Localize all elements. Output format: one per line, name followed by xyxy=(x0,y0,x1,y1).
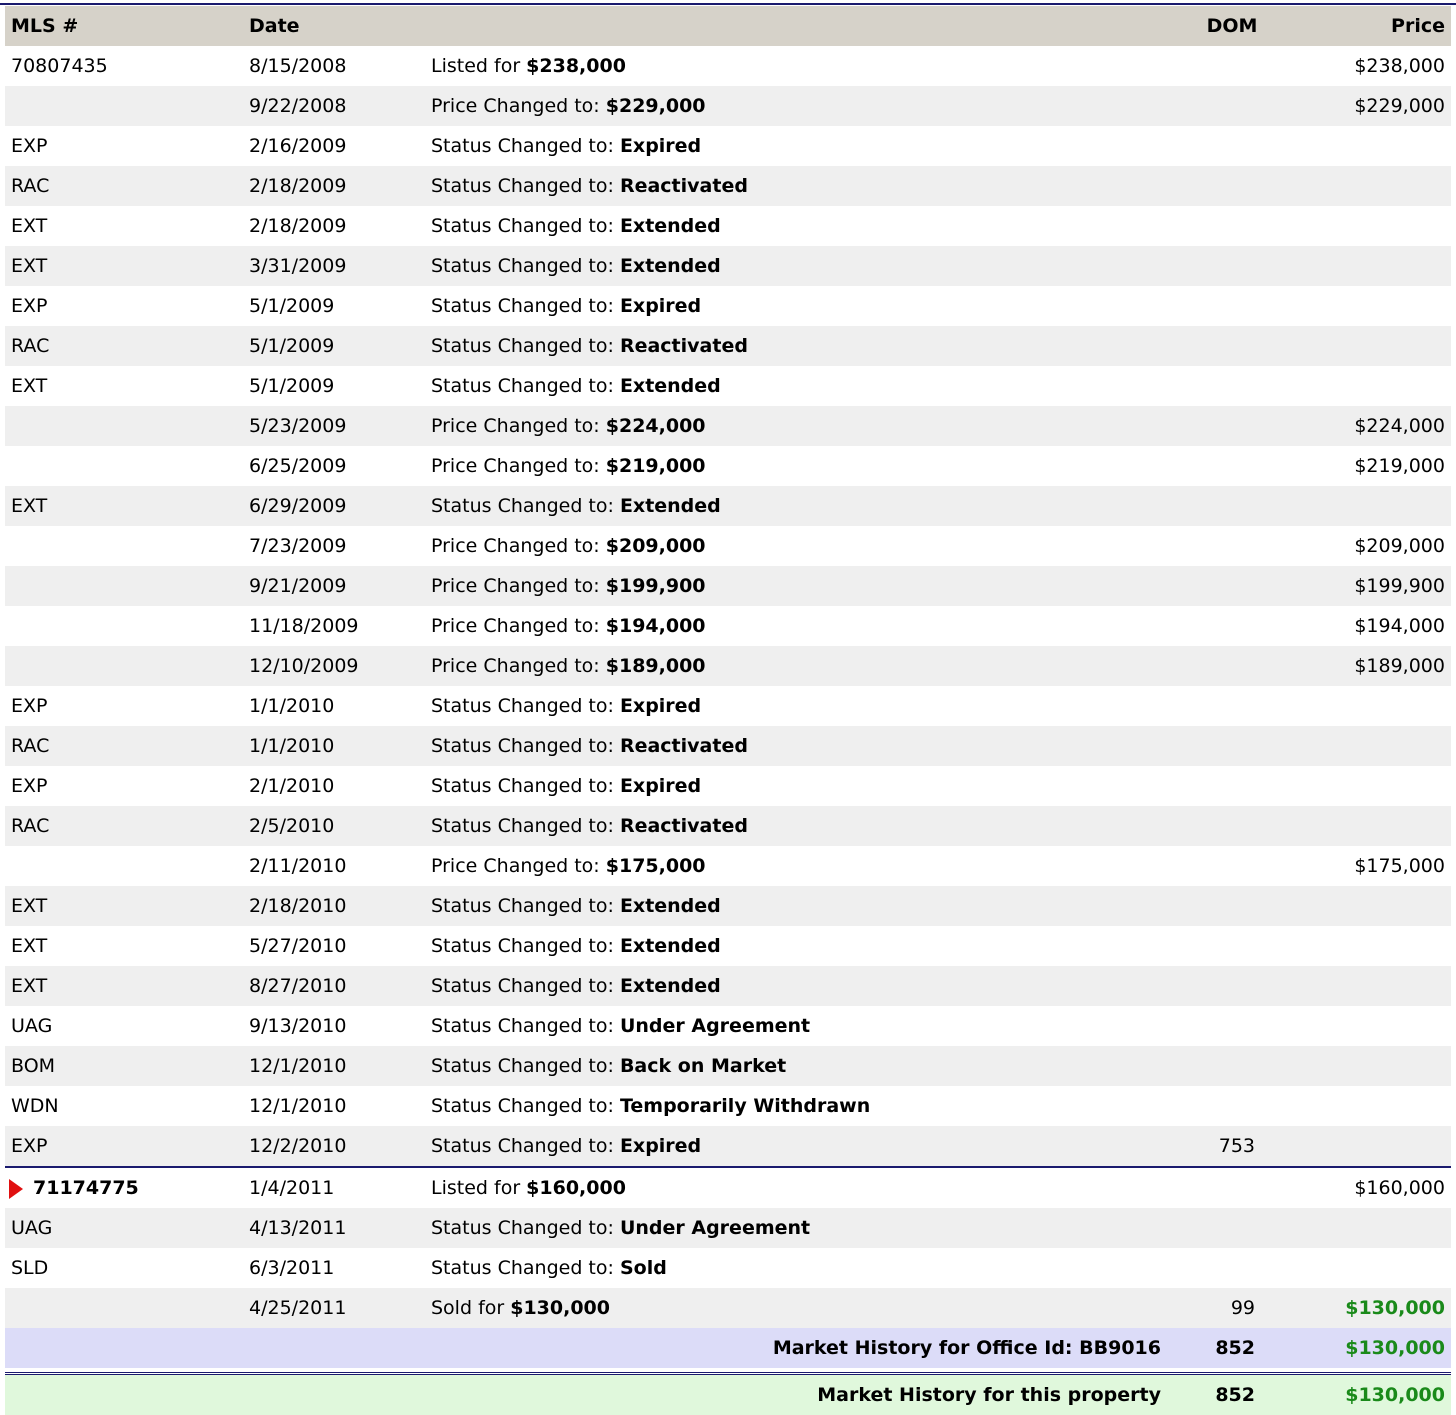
mls-number: EXP xyxy=(11,775,47,797)
table-row xyxy=(5,366,1451,406)
office-summary-price: $130,000 xyxy=(1297,1328,1451,1368)
summary-section xyxy=(5,1328,1451,1415)
mls-number: RAC xyxy=(11,335,49,357)
date-cell: 5/23/2009 xyxy=(243,406,425,446)
description-prefix: Status Changed to: xyxy=(431,735,620,757)
description-value: $238,000 xyxy=(526,55,626,77)
mls-cell xyxy=(5,286,243,326)
description-value: Extended xyxy=(620,935,721,957)
price-cell xyxy=(1297,246,1451,286)
mls-cell xyxy=(5,966,243,1006)
mls-cell xyxy=(5,406,243,446)
column-header-price: Price xyxy=(1297,6,1451,46)
description-prefix: Status Changed to: xyxy=(431,295,620,317)
price-cell xyxy=(1297,206,1451,246)
mls-cell xyxy=(5,326,243,366)
description-cell xyxy=(425,566,1167,606)
office-summary-label: Market History for Office Id: BB9016 xyxy=(5,1328,1167,1368)
price-cell: $189,000 xyxy=(1297,646,1451,686)
dom-cell xyxy=(1167,1086,1297,1126)
date-cell: 9/21/2009 xyxy=(243,566,425,606)
price-cell xyxy=(1297,1086,1451,1126)
dom-cell xyxy=(1167,566,1297,606)
description-value: Under Agreement xyxy=(620,1015,810,1037)
description-value: Reactivated xyxy=(620,815,748,837)
mls-number: EXT xyxy=(11,215,47,237)
mls-cell xyxy=(5,446,243,486)
description-value: $199,900 xyxy=(606,575,706,597)
mls-cell xyxy=(5,1208,243,1248)
description-cell xyxy=(425,886,1167,926)
table-body xyxy=(5,46,1451,1328)
date-cell: 12/1/2010 xyxy=(243,1046,425,1086)
mls-number: BOM xyxy=(11,1055,55,1077)
description-prefix: Status Changed to: xyxy=(431,695,620,717)
date-cell: 6/29/2009 xyxy=(243,486,425,526)
dom-cell xyxy=(1167,806,1297,846)
mls-cell xyxy=(5,86,243,126)
table-row xyxy=(5,1126,1451,1167)
mls-number: EXP xyxy=(11,295,47,317)
description-prefix: Price Changed to: xyxy=(431,575,606,597)
description-cell xyxy=(425,406,1167,446)
mls-cell xyxy=(5,766,243,806)
table-row xyxy=(5,566,1451,606)
table-row xyxy=(5,526,1451,566)
description-prefix: Listed for xyxy=(431,1177,526,1199)
mls-cell xyxy=(5,526,243,566)
price-cell: $238,000 xyxy=(1297,46,1451,86)
price-cell: $175,000 xyxy=(1297,846,1451,886)
mls-number: WDN xyxy=(11,1095,59,1117)
mls-number: RAC xyxy=(11,815,49,837)
description-value: Extended xyxy=(620,255,721,277)
date-cell: 3/31/2009 xyxy=(243,246,425,286)
description-cell xyxy=(425,846,1167,886)
market-history-table xyxy=(5,6,1451,1415)
mls-cell xyxy=(5,726,243,766)
description-prefix: Status Changed to: xyxy=(431,1055,620,1077)
price-cell xyxy=(1297,486,1451,526)
price-cell xyxy=(1297,886,1451,926)
mls-cell xyxy=(5,126,243,166)
table-row xyxy=(5,646,1451,686)
description-cell xyxy=(425,1288,1167,1328)
mls-number: EXT xyxy=(11,375,47,397)
dom-cell xyxy=(1167,1208,1297,1248)
dom-cell xyxy=(1167,366,1297,406)
description-cell xyxy=(425,446,1167,486)
description-value: Expired xyxy=(620,295,701,317)
description-cell xyxy=(425,1046,1167,1086)
dom-cell: 99 xyxy=(1167,1288,1297,1328)
mls-cell xyxy=(5,646,243,686)
dom-cell xyxy=(1167,326,1297,366)
mls-cell xyxy=(5,206,243,246)
description-value: Extended xyxy=(620,895,721,917)
description-cell xyxy=(425,246,1167,286)
mls-cell xyxy=(5,806,243,846)
description-cell xyxy=(425,1248,1167,1288)
mls-cell xyxy=(5,686,243,726)
dom-cell xyxy=(1167,206,1297,246)
description-prefix: Status Changed to: xyxy=(431,175,620,197)
table-header xyxy=(5,6,1451,46)
description-value: Extended xyxy=(620,215,721,237)
price-cell: $224,000 xyxy=(1297,406,1451,446)
description-prefix: Sold for xyxy=(431,1297,510,1319)
description-value: Reactivated xyxy=(620,335,748,357)
date-cell: 2/18/2009 xyxy=(243,166,425,206)
description-cell xyxy=(425,46,1167,86)
dom-cell: 753 xyxy=(1167,1126,1297,1167)
description-cell xyxy=(425,206,1167,246)
description-prefix: Status Changed to: xyxy=(431,975,620,997)
mls-cell xyxy=(5,486,243,526)
description-prefix: Status Changed to: xyxy=(431,895,620,917)
price-cell xyxy=(1297,766,1451,806)
date-cell: 2/18/2009 xyxy=(243,206,425,246)
description-prefix: Price Changed to: xyxy=(431,455,606,477)
property-summary-label: Market History for this property xyxy=(5,1374,1167,1415)
date-cell: 6/25/2009 xyxy=(243,446,425,486)
mls-cell xyxy=(5,606,243,646)
dom-cell xyxy=(1167,966,1297,1006)
description-cell xyxy=(425,966,1167,1006)
mls-number: EXP xyxy=(11,135,47,157)
dom-cell xyxy=(1167,286,1297,326)
column-header-dom: DOM xyxy=(1167,6,1297,46)
description-prefix: Status Changed to: xyxy=(431,375,620,397)
description-value: $160,000 xyxy=(526,1177,626,1199)
table-row xyxy=(5,1167,1451,1208)
price-cell xyxy=(1297,686,1451,726)
price-cell xyxy=(1297,286,1451,326)
description-value: Back on Market xyxy=(620,1055,786,1077)
office-summary-dom: 852 xyxy=(1167,1328,1297,1368)
table-row xyxy=(5,86,1451,126)
table-row xyxy=(5,46,1451,86)
table-row xyxy=(5,1046,1451,1086)
price-cell xyxy=(1297,726,1451,766)
description-prefix: Price Changed to: xyxy=(431,655,606,677)
date-cell: 1/1/2010 xyxy=(243,686,425,726)
description-prefix: Price Changed to: xyxy=(431,535,606,557)
property-summary-row xyxy=(5,1374,1451,1415)
column-header-mls: MLS # xyxy=(5,6,243,46)
date-cell: 8/15/2008 xyxy=(243,46,425,86)
date-cell: 11/18/2009 xyxy=(243,606,425,646)
description-cell xyxy=(425,1126,1167,1167)
table-row xyxy=(5,406,1451,446)
date-cell: 4/13/2011 xyxy=(243,1208,425,1248)
mls-number: EXT xyxy=(11,935,47,957)
date-cell: 5/1/2009 xyxy=(243,326,425,366)
date-cell: 5/1/2009 xyxy=(243,286,425,326)
table-row xyxy=(5,726,1451,766)
date-cell: 12/2/2010 xyxy=(243,1126,425,1167)
price-cell: $219,000 xyxy=(1297,446,1451,486)
description-value: Reactivated xyxy=(620,735,748,757)
mls-cell xyxy=(5,886,243,926)
price-cell xyxy=(1297,1046,1451,1086)
date-cell: 6/3/2011 xyxy=(243,1248,425,1288)
dom-cell xyxy=(1167,166,1297,206)
dom-cell xyxy=(1167,126,1297,166)
description-cell xyxy=(425,806,1167,846)
mls-cell xyxy=(5,1288,243,1328)
mls-number: EXT xyxy=(11,975,47,997)
mls-number: SLD xyxy=(11,1257,48,1279)
table-row xyxy=(5,1288,1451,1328)
date-cell: 2/18/2010 xyxy=(243,886,425,926)
mls-cell xyxy=(5,1126,243,1167)
description-prefix: Price Changed to: xyxy=(431,95,606,117)
dom-cell xyxy=(1167,846,1297,886)
date-cell: 1/1/2010 xyxy=(243,726,425,766)
dom-cell xyxy=(1167,486,1297,526)
dom-cell xyxy=(1167,1046,1297,1086)
mls-cell xyxy=(5,366,243,406)
mls-cell xyxy=(5,1248,243,1288)
description-cell xyxy=(425,366,1167,406)
description-cell xyxy=(425,1167,1167,1208)
dom-cell xyxy=(1167,1167,1297,1208)
description-cell xyxy=(425,86,1167,126)
mls-cell xyxy=(5,1086,243,1126)
description-cell xyxy=(425,766,1167,806)
description-cell xyxy=(425,126,1167,166)
description-value: $194,000 xyxy=(606,615,706,637)
description-prefix: Status Changed to: xyxy=(431,815,620,837)
description-prefix: Status Changed to: xyxy=(431,255,620,277)
mls-number: UAG xyxy=(11,1217,52,1239)
description-value: Sold xyxy=(620,1257,667,1279)
description-prefix: Status Changed to: xyxy=(431,775,620,797)
dom-cell xyxy=(1167,446,1297,486)
description-value: Expired xyxy=(620,1135,701,1157)
description-value: $189,000 xyxy=(606,655,706,677)
mls-cell xyxy=(5,46,243,86)
description-value: Extended xyxy=(620,495,721,517)
description-cell xyxy=(425,606,1167,646)
description-value: $209,000 xyxy=(606,535,706,557)
dom-cell xyxy=(1167,46,1297,86)
table-row xyxy=(5,166,1451,206)
table-row xyxy=(5,246,1451,286)
mls-cell xyxy=(5,246,243,286)
description-cell xyxy=(425,926,1167,966)
table-row xyxy=(5,1086,1451,1126)
dom-cell xyxy=(1167,1248,1297,1288)
column-header-date: Date xyxy=(243,6,425,46)
table-row xyxy=(5,926,1451,966)
mls-number: EXT xyxy=(11,495,47,517)
price-cell: $199,900 xyxy=(1297,566,1451,606)
mls-cell[interactable] xyxy=(5,1167,243,1208)
description-value: Extended xyxy=(620,375,721,397)
price-cell xyxy=(1297,126,1451,166)
mls-number: 70807435 xyxy=(11,55,108,77)
price-cell xyxy=(1297,1208,1451,1248)
description-prefix: Price Changed to: xyxy=(431,415,606,437)
mls-number: EXP xyxy=(11,1135,47,1157)
price-cell xyxy=(1297,1126,1451,1167)
price-cell xyxy=(1297,966,1451,1006)
price-cell xyxy=(1297,926,1451,966)
description-value: $224,000 xyxy=(606,415,706,437)
table-row xyxy=(5,886,1451,926)
mls-number: EXT xyxy=(11,255,47,277)
table-row xyxy=(5,1248,1451,1288)
dom-cell xyxy=(1167,926,1297,966)
description-cell xyxy=(425,686,1167,726)
mls-number: UAG xyxy=(11,1015,52,1037)
table-row xyxy=(5,806,1451,846)
date-cell: 2/5/2010 xyxy=(243,806,425,846)
table-row xyxy=(5,686,1451,726)
description-cell xyxy=(425,326,1167,366)
table-row xyxy=(5,486,1451,526)
dom-cell xyxy=(1167,606,1297,646)
mls-cell xyxy=(5,1046,243,1086)
current-listing-arrow-icon xyxy=(9,1179,23,1199)
description-prefix: Status Changed to: xyxy=(431,1217,620,1239)
table-row xyxy=(5,326,1451,366)
top-divider xyxy=(0,3,1456,5)
date-cell: 12/1/2010 xyxy=(243,1086,425,1126)
price-cell: $160,000 xyxy=(1297,1167,1451,1208)
description-prefix: Status Changed to: xyxy=(431,1257,620,1279)
price-cell: $194,000 xyxy=(1297,606,1451,646)
description-cell xyxy=(425,166,1167,206)
mls-number: EXT xyxy=(11,895,47,917)
description-value: $175,000 xyxy=(606,855,706,877)
description-value: $219,000 xyxy=(606,455,706,477)
dom-cell xyxy=(1167,86,1297,126)
date-cell: 9/13/2010 xyxy=(243,1006,425,1046)
description-value: Expired xyxy=(620,775,701,797)
description-cell xyxy=(425,1086,1167,1126)
description-cell xyxy=(425,286,1167,326)
description-prefix: Status Changed to: xyxy=(431,1095,620,1117)
table-row xyxy=(5,1208,1451,1248)
description-prefix: Status Changed to: xyxy=(431,935,620,957)
description-prefix: Status Changed to: xyxy=(431,495,620,517)
table-row xyxy=(5,606,1451,646)
mls-cell xyxy=(5,566,243,606)
dom-cell xyxy=(1167,646,1297,686)
description-prefix: Status Changed to: xyxy=(431,135,620,157)
mls-number: 71174775 xyxy=(33,1177,139,1199)
table-row xyxy=(5,966,1451,1006)
price-cell xyxy=(1297,1248,1451,1288)
date-cell: 5/1/2009 xyxy=(243,366,425,406)
description-prefix: Status Changed to: xyxy=(431,335,620,357)
column-header-description xyxy=(425,6,1167,46)
price-cell: $229,000 xyxy=(1297,86,1451,126)
dom-cell xyxy=(1167,886,1297,926)
description-prefix: Price Changed to: xyxy=(431,855,606,877)
price-cell: $130,000 xyxy=(1297,1288,1451,1328)
date-cell: 9/22/2008 xyxy=(243,86,425,126)
dom-cell xyxy=(1167,526,1297,566)
description-prefix: Status Changed to: xyxy=(431,215,620,237)
date-cell: 1/4/2011 xyxy=(243,1167,425,1208)
description-prefix: Status Changed to: xyxy=(431,1135,620,1157)
description-value: Expired xyxy=(620,695,701,717)
dom-cell xyxy=(1167,686,1297,726)
dom-cell xyxy=(1167,1006,1297,1046)
description-cell xyxy=(425,646,1167,686)
price-cell xyxy=(1297,166,1451,206)
mls-number: RAC xyxy=(11,175,49,197)
description-value: Temporarily Withdrawn xyxy=(620,1095,870,1117)
description-cell xyxy=(425,526,1167,566)
date-cell: 2/11/2010 xyxy=(243,846,425,886)
table-row xyxy=(5,126,1451,166)
description-cell xyxy=(425,726,1167,766)
mls-cell xyxy=(5,166,243,206)
mls-cell xyxy=(5,1006,243,1046)
table-row xyxy=(5,846,1451,886)
description-value: Under Agreement xyxy=(620,1217,810,1239)
description-value: $130,000 xyxy=(510,1297,610,1319)
dom-cell xyxy=(1167,406,1297,446)
date-cell: 4/25/2011 xyxy=(243,1288,425,1328)
description-value: $229,000 xyxy=(606,95,706,117)
description-value: Reactivated xyxy=(620,175,748,197)
table-row xyxy=(5,766,1451,806)
mls-number: RAC xyxy=(11,735,49,757)
dom-cell xyxy=(1167,246,1297,286)
price-cell xyxy=(1297,366,1451,406)
table-row xyxy=(5,286,1451,326)
dom-cell xyxy=(1167,726,1297,766)
date-cell: 8/27/2010 xyxy=(243,966,425,1006)
mls-number: EXP xyxy=(11,695,47,717)
date-cell: 5/27/2010 xyxy=(243,926,425,966)
date-cell: 2/16/2009 xyxy=(243,126,425,166)
description-value: Expired xyxy=(620,135,701,157)
description-cell xyxy=(425,486,1167,526)
mls-cell xyxy=(5,926,243,966)
table-row xyxy=(5,446,1451,486)
price-cell xyxy=(1297,1006,1451,1046)
table-row xyxy=(5,206,1451,246)
date-cell: 12/10/2009 xyxy=(243,646,425,686)
description-value: Extended xyxy=(620,975,721,997)
price-cell: $209,000 xyxy=(1297,526,1451,566)
mls-cell xyxy=(5,846,243,886)
description-cell xyxy=(425,1208,1167,1248)
date-cell: 2/1/2010 xyxy=(243,766,425,806)
date-cell: 7/23/2009 xyxy=(243,526,425,566)
description-prefix: Price Changed to: xyxy=(431,615,606,637)
description-prefix: Listed for xyxy=(431,55,526,77)
table-row xyxy=(5,1006,1451,1046)
office-summary-row xyxy=(5,1328,1451,1368)
description-prefix: Status Changed to: xyxy=(431,1015,620,1037)
dom-cell xyxy=(1167,766,1297,806)
property-summary-price: $130,000 xyxy=(1297,1374,1451,1415)
property-summary-dom: 852 xyxy=(1167,1374,1297,1415)
price-cell xyxy=(1297,326,1451,366)
price-cell xyxy=(1297,806,1451,846)
description-cell xyxy=(425,1006,1167,1046)
